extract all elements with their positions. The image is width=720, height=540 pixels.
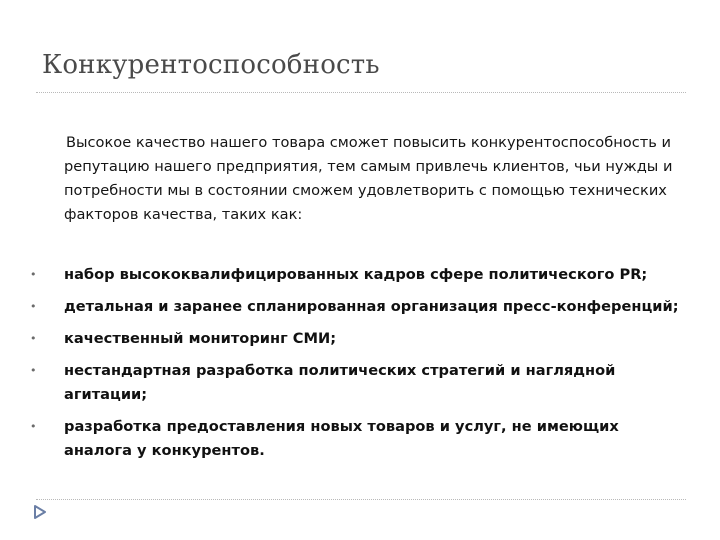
bullet-list [30, 263, 684, 471]
bullet-icon: • [30, 268, 37, 281]
list-item [30, 359, 684, 407]
list-item [30, 415, 684, 463]
bullet-text: нестандартная разработка политических стратегий и наглядной агитации; [64, 362, 616, 403]
slide-title: Конкурентоспособность [42, 50, 380, 80]
bullet-text: детальная и заранее спланированная организация пресс-конференций; [64, 298, 679, 315]
bullet-text: набор высококвалифицированных кадров сфере политического PR; [64, 266, 648, 283]
list-item [30, 327, 684, 351]
title-divider [36, 92, 686, 93]
list-item [30, 295, 684, 319]
footer-divider [36, 499, 686, 500]
bullet-icon: • [30, 364, 37, 377]
bullet-icon: • [30, 420, 37, 433]
bullet-text: качественный мониторинг СМИ; [64, 330, 337, 347]
list-item [30, 263, 684, 287]
bullet-icon: • [30, 300, 37, 313]
bullet-icon: • [30, 332, 37, 345]
bullet-text: разработка предоставления новых товаров и услуг, не имеющих аналога у конкурентов. [64, 418, 619, 459]
intro-paragraph: Высокое качество нашего товара сможет повысить конкурентоспособность и репутацию нашего предприятия, тем самым привлечь клиентов, чьи нужды и потребности мы в состоянии сможем удовлетворить с помощью технических факторов качества, таких как: [64, 134, 673, 223]
play-triangle-icon[interactable] [32, 504, 48, 520]
